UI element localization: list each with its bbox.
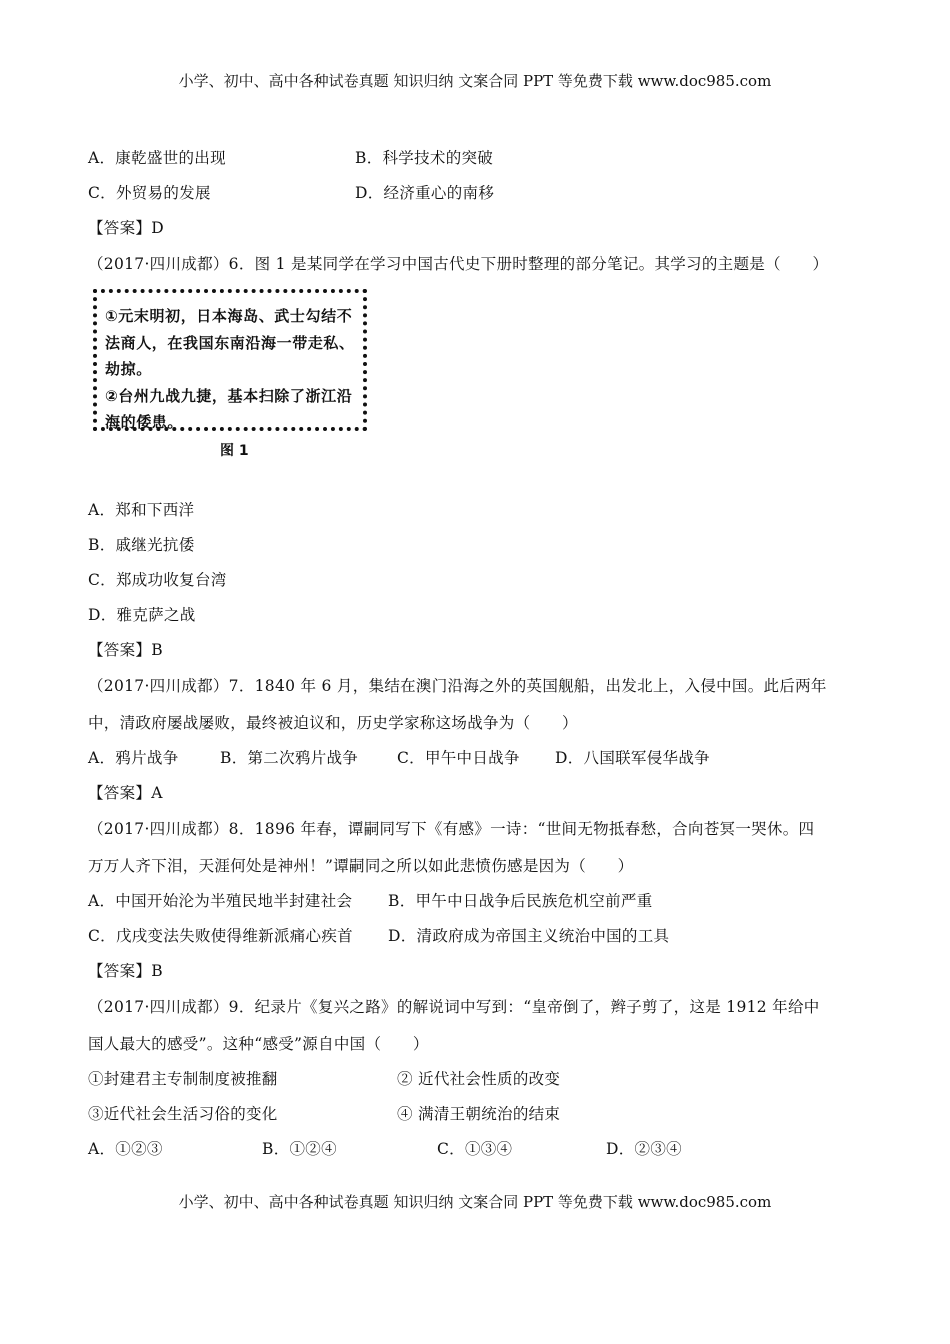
- q9-option-a: A．①②③: [88, 1140, 163, 1158]
- page-footer: 小学、初中、高中各种试卷真题 知识归纳 文案合同 PPT 等免费下载 www.doc985.com: [178, 1193, 772, 1211]
- q9-stem-line-1: （2017·四川成都）9．纪录片《复兴之路》的解说词中写到：“皇帝倒了，辫子剪了，这是 1912 年给中: [88, 998, 820, 1016]
- q9-item-1: ①封建君主专制制度被推翻: [88, 1070, 278, 1088]
- q9-option-d: D．②③④: [606, 1140, 682, 1158]
- q8-answer: 【答案】B: [88, 962, 163, 980]
- q5-option-d: D．经济重心的南移: [355, 184, 495, 202]
- q7-option-a: A．鸦片战争: [88, 749, 179, 767]
- q9-item-2: ② 近代社会性质的改变: [397, 1070, 561, 1088]
- figure-1-caption: 图 1: [220, 443, 249, 459]
- q8-stem-line-2: 万万人齐下泪，天涯何处是神州！”谭嗣同之所以如此悲愤伤感是因为（ ）: [88, 857, 634, 875]
- q6-option-a: A．郑和下西洋: [88, 501, 195, 519]
- figure-1-line-2: ②台州九战九捷，基本扫除了浙江沿海的倭患。: [105, 386, 353, 431]
- q5-option-b: B．科学技术的突破: [355, 149, 494, 167]
- q5-option-c: C．外贸易的发展: [88, 184, 211, 202]
- q8-option-b: B．甲午中日战争后民族危机空前严重: [388, 892, 653, 910]
- q9-option-c: C．①③④: [437, 1140, 513, 1158]
- q7-option-d: D．八国联军侵华战争: [555, 749, 710, 767]
- q6-option-b: B．戚继光抗倭: [88, 536, 195, 554]
- q9-item-3: ③近代社会生活习俗的变化: [88, 1105, 278, 1123]
- page-header: 小学、初中、高中各种试卷真题 知识归纳 文案合同 PPT 等免费下载 www.doc985.com: [178, 72, 772, 90]
- q6-option-c: C．郑成功收复台湾: [88, 571, 227, 589]
- q5-answer: 【答案】D: [88, 219, 164, 237]
- q9-option-b: B．①②④: [262, 1140, 337, 1158]
- q9-item-4: ④ 满清王朝统治的结束: [397, 1105, 561, 1123]
- q6-stem: （2017·四川成都）6．图 1 是某同学在学习中国古代史下册时整理的部分笔记。其学习的主题是（ ）: [88, 255, 829, 273]
- q7-stem-line-1: （2017·四川成都）7．1840 年 6 月，集结在澳门沿海之外的英国舰船，出发北上，入侵中国。此后两年: [88, 677, 827, 695]
- figure-1-notes: [93, 289, 367, 431]
- q7-answer: 【答案】A: [88, 784, 163, 802]
- q8-option-d: D．清政府成为帝国主义统治中国的工具: [388, 927, 670, 945]
- q7-option-c: C．甲午中日战争: [397, 749, 520, 767]
- q8-stem-line-1: （2017·四川成都）8．1896 年春，谭嗣同写下《有感》一诗：“世间无物抵春愁，合向苍冥一哭休。四: [88, 820, 815, 838]
- q6-answer: 【答案】B: [88, 641, 163, 659]
- figure-1-line-1: ①元末明初，日本海岛、武士勾结不法商人，在我国东南沿海一带走私、劫掠。: [105, 307, 355, 378]
- q6-option-d: D．雅克萨之战: [88, 606, 196, 624]
- q8-option-c: C．戊戌变法失败使得维新派痛心疾首: [88, 927, 353, 945]
- q8-option-a: A．中国开始沦为半殖民地半封建社会: [88, 892, 353, 910]
- q5-option-a: A．康乾盛世的出现: [88, 149, 226, 167]
- q9-stem-line-2: 国人最大的感受”。这种“感受”源自中国（ ）: [88, 1035, 429, 1053]
- q7-stem-line-2: 中，清政府屡战屡败，最终被迫议和，历史学家称这场战争为（ ）: [88, 714, 578, 732]
- q7-option-b: B．第二次鸦片战争: [220, 749, 359, 767]
